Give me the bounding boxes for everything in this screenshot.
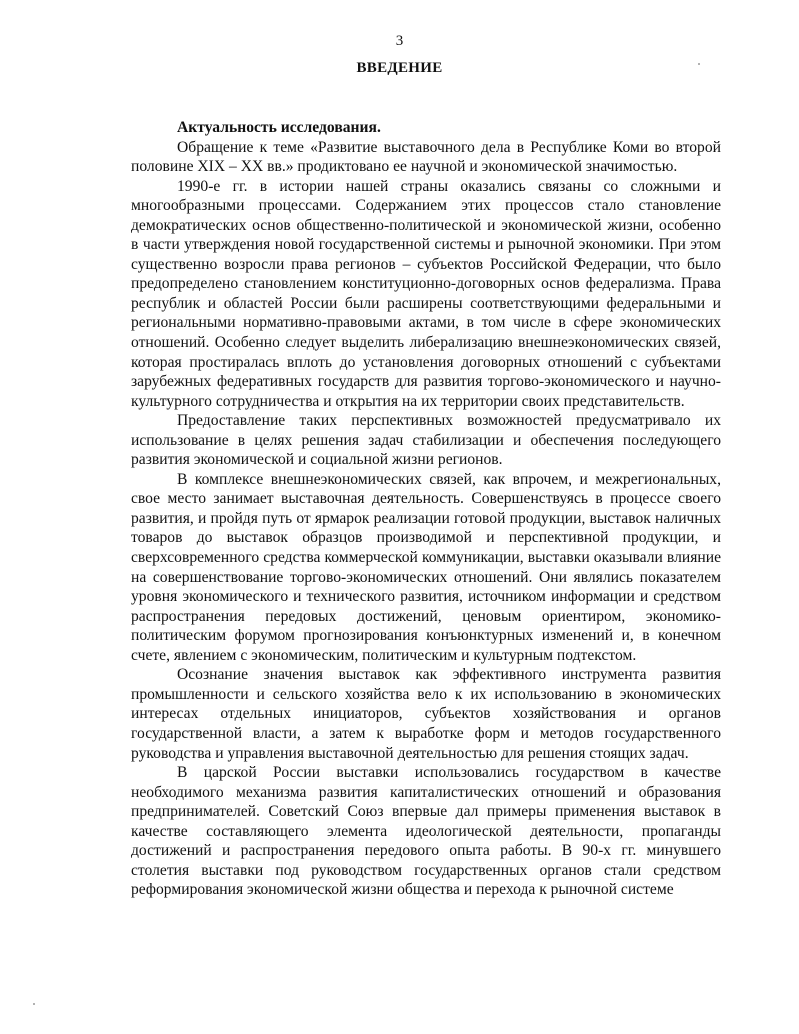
paragraph: В комплексе внешнеэкономических связей, как впрочем, и межрегиональных, свое место занимает выставочная деятельность. Совершенствуясь в процессе своего развития, и пройдя путь от ярмарок реализации готовой продукции, выставок наличных товаров до выставок образцов производимой и перспективной продукции, и сверхсовременного средства коммерческой коммуникации, выставки оказывали влияние на совершенствование торгово-экономических отношений. Они являлись показателем уровня экономического и технического развития, источником информации и средством распространения передовых достижений, ценовым ориентиром, экономико-политическим форумом прогнозирования конъюнктурных изменений и, в конечном счете, явлением с экономическим, политическим и культурным подтекстом. (131, 470, 721, 664)
paragraph: Предоставление таких перспективных возможностей предусматривало их использование в целях решения задач стабилизации и обеспечения последующего развития экономической и социальной жизни регионов. (131, 412, 721, 469)
paragraph: Осознание значения выставок как эффективного инструмента развития промышленности и сельского хозяйства вело к их использованию в экономических интересах отдельных инициаторов, субъектов хозяйствования и органов государственной власти, а затем к выработке форм и методов государственного руководства и управления выставочной деятельностью для решения стоящих задач. (131, 666, 721, 762)
paragraph: Обращение к теме «Развитие выставочного дела в Республике Коми во второй половине XIX – XX вв.» продиктовано ее научной и экономической значимостью. (131, 138, 721, 176)
section-heading: Актуальность исследования. (177, 119, 381, 136)
page-title: ВВЕДЕНИЕ (356, 60, 443, 76)
document-body (131, 118, 721, 900)
scan-speck (698, 63, 700, 65)
page-number: 3 (395, 33, 404, 49)
scan-speck (33, 1003, 35, 1005)
paragraph: 1990-е гг. в истории нашей страны оказались связаны со сложными и многообразными процессами. Содержанием этих процессов стало становление демократических основ общественно-политической и экономической жизни, особенно в части утверждения новой государственной системы и рыночной экономики. При этом существенно возросли права регионов – субъектов Российской Федерации, что было предопределено становлением конституционно-договорных основ федерализма. Права республик и областей России были расширены соответствующими федеральными и региональными нормативно-правовыми актами, в том числе в сфере экономических отношений. Особенно следует выделить либерализацию внешнеэкономических связей, которая простиралась вплоть до установления договорных отношений с субъектами зарубежных федеративных государств для развития торгово-экономического и научно-культурного сотрудничества и открытия на их территории своих представительств. (131, 177, 721, 410)
paragraph: В царской России выставки использовались государством в качестве необходимого механизма развития капиталистических отношений и образования предпринимателей. Советский Союз впервые дал примеры применения выставок в качестве составляющего элемента идеологической деятельности, пропаганды достижений и распространения передового опыта работы. В 90-х гг. минувшего столетия выставки под руководством государственных органов стали средством реформирования экономической жизни общества и перехода к рыночной системе (131, 764, 721, 899)
